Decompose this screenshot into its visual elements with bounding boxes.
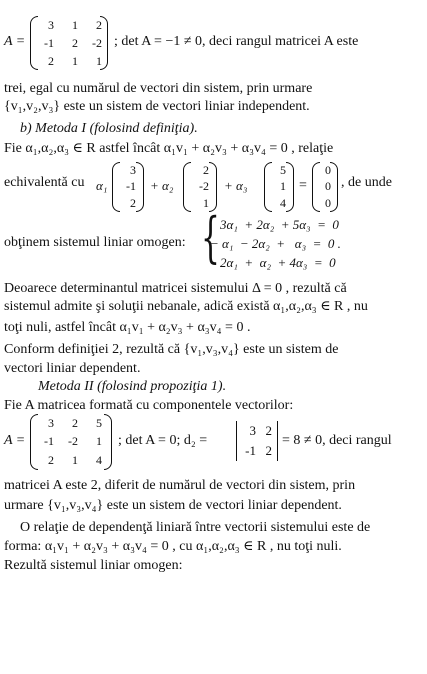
paragraph-line: toţi nuli, astfel încât α₁v₁ + α₂v₃ + α₃v₄ = 0 . bbox=[4, 320, 251, 335]
matrix-cell: 2 bbox=[96, 17, 102, 32]
matrix-cell: 2 bbox=[48, 53, 54, 68]
matrix-cell: 1 bbox=[72, 17, 78, 32]
paragraph-line: Deoarece determinantul matricei sistemului Δ = 0 , rezultă că bbox=[4, 281, 347, 296]
paragraph-line: O relaţie de dependenţă liniară între vectorii sistemului este de bbox=[20, 520, 371, 535]
determinant-d2 bbox=[236, 421, 278, 461]
echiv-tail: , de unde bbox=[341, 175, 392, 190]
matrix-cell: -2 bbox=[92, 35, 102, 50]
paragraph-line: Conform definiţiei 2, rezultă că {v₁,v₃,v₄} este un sistem de bbox=[4, 342, 339, 357]
paragraph-line: vectori liniar dependent. bbox=[4, 361, 141, 376]
vector-cell: 2 bbox=[203, 162, 209, 177]
matrix-cell: 3 bbox=[48, 17, 54, 32]
system-brace: { bbox=[201, 206, 220, 269]
matrix-cell: 2 bbox=[48, 453, 54, 468]
system-row: 3α₁ + 2α₂ + 5α₃ = 0 bbox=[220, 217, 339, 232]
vector-cell: 0 bbox=[325, 162, 331, 177]
paragraph-line: Fie α₁,α₂,α₃ ∈ R astfel încât α₁v₁ + α₂v₃ + α₃v₄ = 0 , relaţie bbox=[4, 141, 334, 156]
determinant-result: = 8 ≠ 0, deci rangul bbox=[282, 433, 392, 448]
section-heading: b) Metoda I (folosind definiţia). bbox=[20, 121, 198, 136]
matrix-cell: 4 bbox=[96, 453, 102, 468]
matrix-cell: 2 bbox=[72, 415, 78, 430]
system-row: − α₁ − 2α₂ + α₃ = 0 . bbox=[210, 236, 341, 251]
vector-cell: 1 bbox=[203, 196, 209, 211]
matrix-a1-lhs: A = bbox=[4, 34, 26, 49]
matrix-cell: 1 bbox=[96, 434, 102, 449]
paragraph-line: forma: α₁v₁ + α₂v₃ + α₃v₄ = 0 , cu α₁,α₂,α₃ ∈ R , nu toţi nuli. bbox=[4, 539, 342, 554]
zero-vector bbox=[312, 162, 338, 212]
determinant-cell: -1 bbox=[245, 443, 256, 458]
matrix-cell: 5 bbox=[96, 415, 102, 430]
vector-cell: 1 bbox=[280, 179, 286, 194]
paragraph-line: Rezultă sistemul liniar omogen: bbox=[4, 558, 183, 573]
paragraph-line: matricei A este 2, diferit de numărul de vectori din sistem, prin bbox=[4, 478, 356, 493]
vector-cell: 0 bbox=[325, 196, 331, 211]
matrix-cell: 1 bbox=[72, 53, 78, 68]
paragraph-line: {v₁,v₂,v₃} este un sistem de vectori liniar independent. bbox=[4, 99, 310, 114]
matrix-cell: -1 bbox=[44, 434, 54, 449]
vector-v3 bbox=[183, 162, 217, 212]
equals-sign: = bbox=[299, 178, 307, 193]
matrix-a1-comment: ; det A = −1 ≠ 0, deci rangul matricei A este bbox=[114, 34, 359, 49]
coef-a1: α₁ bbox=[96, 178, 108, 193]
vector-cell: 0 bbox=[325, 179, 331, 194]
vector-v4 bbox=[264, 162, 294, 212]
vector-cell: 5 bbox=[280, 162, 286, 177]
matrix-cell: 3 bbox=[48, 415, 54, 430]
coef-a3: + α₃ bbox=[224, 178, 248, 193]
determinant-cell: 3 bbox=[249, 423, 256, 438]
echiv-lead: echivalentă cu bbox=[4, 175, 85, 190]
determinant-cell: 2 bbox=[265, 443, 272, 458]
matrix-cell: 2 bbox=[72, 35, 78, 50]
section-heading: Metoda II (folosind propoziţia 1). bbox=[38, 379, 227, 394]
system1-lead: obţinem sistemul liniar omogen: bbox=[4, 235, 186, 250]
vector-cell: 4 bbox=[280, 196, 286, 211]
matrix-cell: 1 bbox=[72, 453, 78, 468]
vector-cell: -1 bbox=[126, 179, 136, 194]
matrix-cell: -2 bbox=[68, 434, 78, 449]
coef-a2: + α₂ bbox=[150, 178, 174, 193]
system-row: 2α₁ + α₂ + 4α₃ = 0 bbox=[220, 255, 336, 270]
paragraph-line: Fie A matricea formată cu componentele vectorilor: bbox=[4, 398, 294, 413]
matrix-cell: 1 bbox=[96, 53, 102, 68]
paragraph-line: sistemul admite şi soluţii nebanale, adică există α₁,α₂,α₃ ∈ R , nu bbox=[4, 299, 368, 314]
matrix-a2 bbox=[30, 414, 112, 470]
matrix-a2-lhs: A = bbox=[4, 433, 26, 448]
vector-v1 bbox=[112, 162, 144, 212]
matrix-a2-comment: ; det A = 0; d₂ = bbox=[118, 433, 208, 448]
matrix-cell: -1 bbox=[44, 35, 54, 50]
paragraph-line: trei, egal cu numărul de vectori din sistem, prin urmare bbox=[4, 81, 313, 96]
determinant-cell: 2 bbox=[265, 423, 272, 438]
matrix-a1 bbox=[30, 16, 108, 70]
vector-cell: 2 bbox=[130, 196, 136, 211]
vector-cell: 3 bbox=[130, 162, 136, 177]
paragraph-line: urmare {v₁,v₃,v₄} este un sistem de vectori liniar dependent. bbox=[4, 498, 342, 513]
vector-cell: -2 bbox=[199, 179, 209, 194]
